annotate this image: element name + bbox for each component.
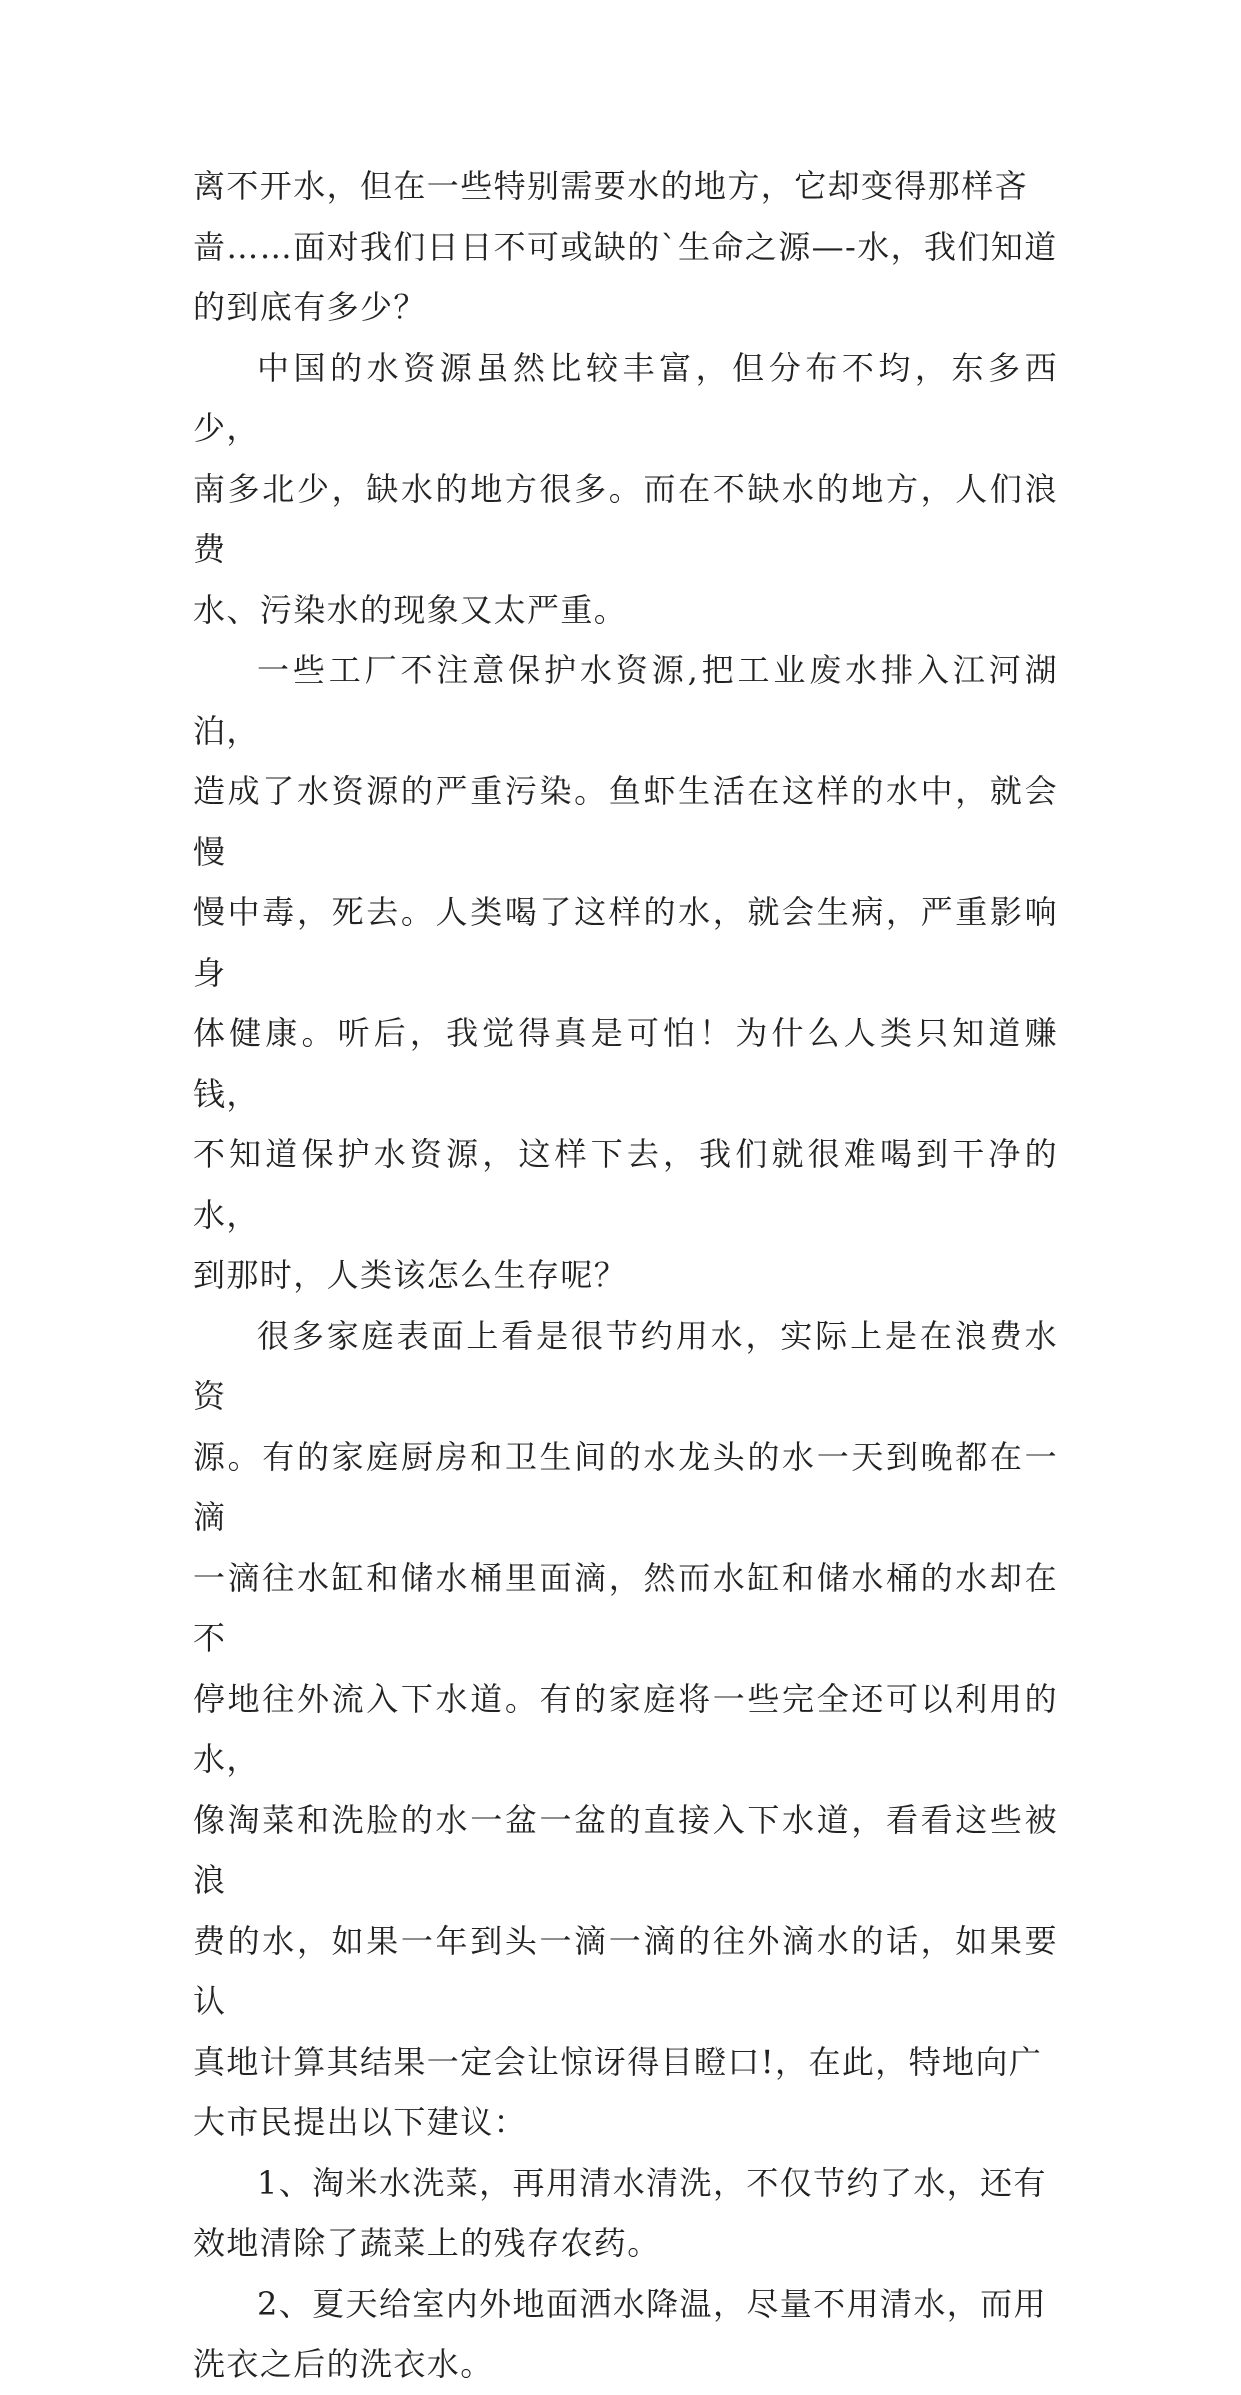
document-body (193, 156, 1058, 2395)
text-line: 洗衣之后的洗衣水。 (193, 2345, 494, 2383)
text-line: 费的水，如果一年到头一滴一滴的往外滴水的话，如果要认 (193, 1921, 1058, 2020)
text-line: 慢中毒，死去。人类喝了这样的水，就会生病，严重影响身 (193, 893, 1058, 992)
text-line: 2、夏天给室内外地面洒水降温，尽量不用清水，而用 (257, 2284, 1047, 2323)
text-line: 停地往外流入下水道。有的家庭将一些完全还可以利用的水， (193, 1679, 1058, 1778)
text-line: 不知道保护水资源，这样下去，我们就很难喝到干净的水， (193, 1135, 1058, 1234)
text-line: 到那时，人类该怎么生存呢？ (193, 1256, 628, 1294)
text-line: 一滴往水缸和储水桶里面滴，然而水缸和储水桶的水却在不 (193, 1558, 1058, 1657)
paragraph-1 (193, 156, 1058, 338)
text-line: 离不开水，但在一些特别需要水的地方，它却变得那样吝 (193, 167, 1029, 205)
text-line: 很多家庭表面上看是很节约用水，实际上是在浪费水资 (193, 1316, 1058, 1415)
text-line: 水、污染水的现象又太严重。 (193, 590, 628, 629)
text-line: 造成了水资源的严重污染。鱼虾生活在这样的水中，就会慢 (193, 772, 1058, 871)
text-line: 一些工厂不注意保护水资源,把工业废水排入江河湖泊， (193, 651, 1058, 750)
text-line: 1、淘米水洗菜，再用清水清洗，不仅节约了水，还有 (257, 2163, 1047, 2202)
paragraph-3 (193, 640, 1058, 1306)
text-line: 像淘菜和洗脸的水一盆一盆的直接入下水道，看看这些被浪 (193, 1800, 1058, 1899)
paragraph-4 (193, 1306, 1058, 2153)
text-line: 中国的水资源虽然比较丰富，但分布不均，东多西少， (193, 348, 1058, 447)
text-line: 的到底有多少？ (193, 288, 427, 326)
text-line: 南多北少，缺水的地方很多。而在不缺水的地方，人们浪费 (193, 469, 1058, 568)
paragraph-2 (193, 338, 1058, 641)
text-line: 源。有的家庭厨房和卫生间的水龙头的水一天到晚都在一滴 (193, 1437, 1058, 1536)
paragraph-6 (193, 2274, 1058, 2395)
text-line: 效地清除了蔬菜上的残存农药。 (193, 2224, 661, 2262)
text-line: 大市民提出以下建议： (193, 2103, 528, 2141)
text-line: 啬……面对我们日日不可或缺的`生命之源—-水，我们知道 (193, 227, 1058, 266)
text-line: 体健康。听后，我觉得真是可怕！为什么人类只知道赚钱， (193, 1014, 1058, 1113)
paragraph-5 (193, 2153, 1058, 2274)
text-line: 真地计算其结果一定会让惊讶得目瞪口!，在此，特地向广 (193, 2042, 1043, 2081)
